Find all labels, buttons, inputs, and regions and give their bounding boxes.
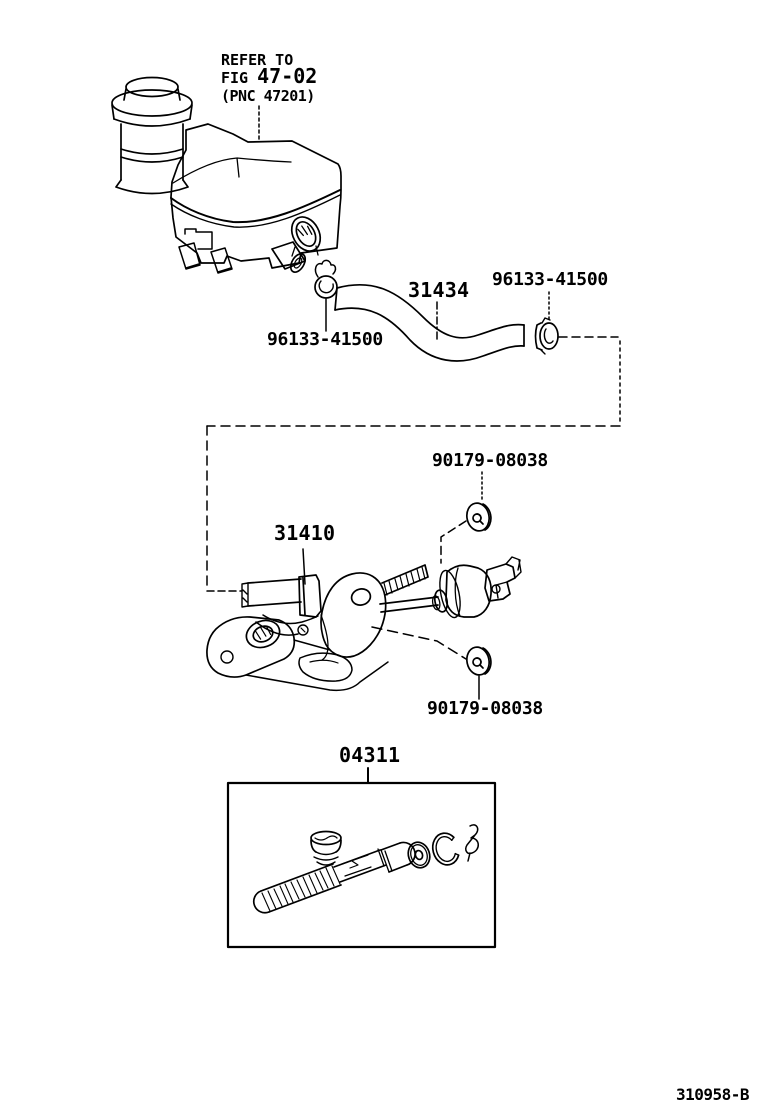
reservoir-tank-drawing [171, 124, 341, 275]
figure-prefix: FIG [221, 69, 249, 87]
drawing-number: 310958-B [676, 1085, 750, 1104]
figure-reference-line1: REFER TO [221, 51, 294, 69]
figure-reference-line2 [221, 64, 318, 88]
figure-reference-note[interactable] [221, 53, 317, 105]
hose-clamp-right-drawing [536, 318, 559, 354]
figure-reference-pnc: (PNC 47201) [221, 87, 315, 105]
master-cylinder-drawing [207, 557, 521, 690]
part-label-nut-upper[interactable]: 90179-08038 [432, 450, 548, 471]
repair-kit-box [228, 783, 495, 947]
part-label-nut-lower[interactable]: 90179-08038 [427, 698, 543, 719]
tank-outlet-stub [272, 242, 308, 275]
kit-clip [466, 825, 478, 861]
tank-filler-port [286, 212, 326, 256]
part-label-clip-left[interactable]: 96133-41500 [267, 329, 383, 350]
figure-number: 47-02 [257, 64, 318, 88]
kit-snap-ring [429, 831, 460, 868]
piston-kit-drawing [254, 825, 479, 913]
nut-lower-drawing [464, 645, 491, 677]
leader-lines [207, 106, 620, 783]
reservoir-cap-drawing [112, 78, 192, 194]
part-label-hose[interactable]: 31434 [408, 278, 470, 302]
part-label-clip-right[interactable]: 96133-41500 [492, 269, 608, 290]
hose-clamp-left-drawing [315, 260, 337, 298]
part-label-repair-kit[interactable]: 04311 [339, 743, 401, 767]
nut-upper-drawing [464, 501, 491, 533]
part-label-master-cylinder[interactable]: 31410 [274, 521, 336, 545]
kit-grommet [311, 832, 341, 866]
